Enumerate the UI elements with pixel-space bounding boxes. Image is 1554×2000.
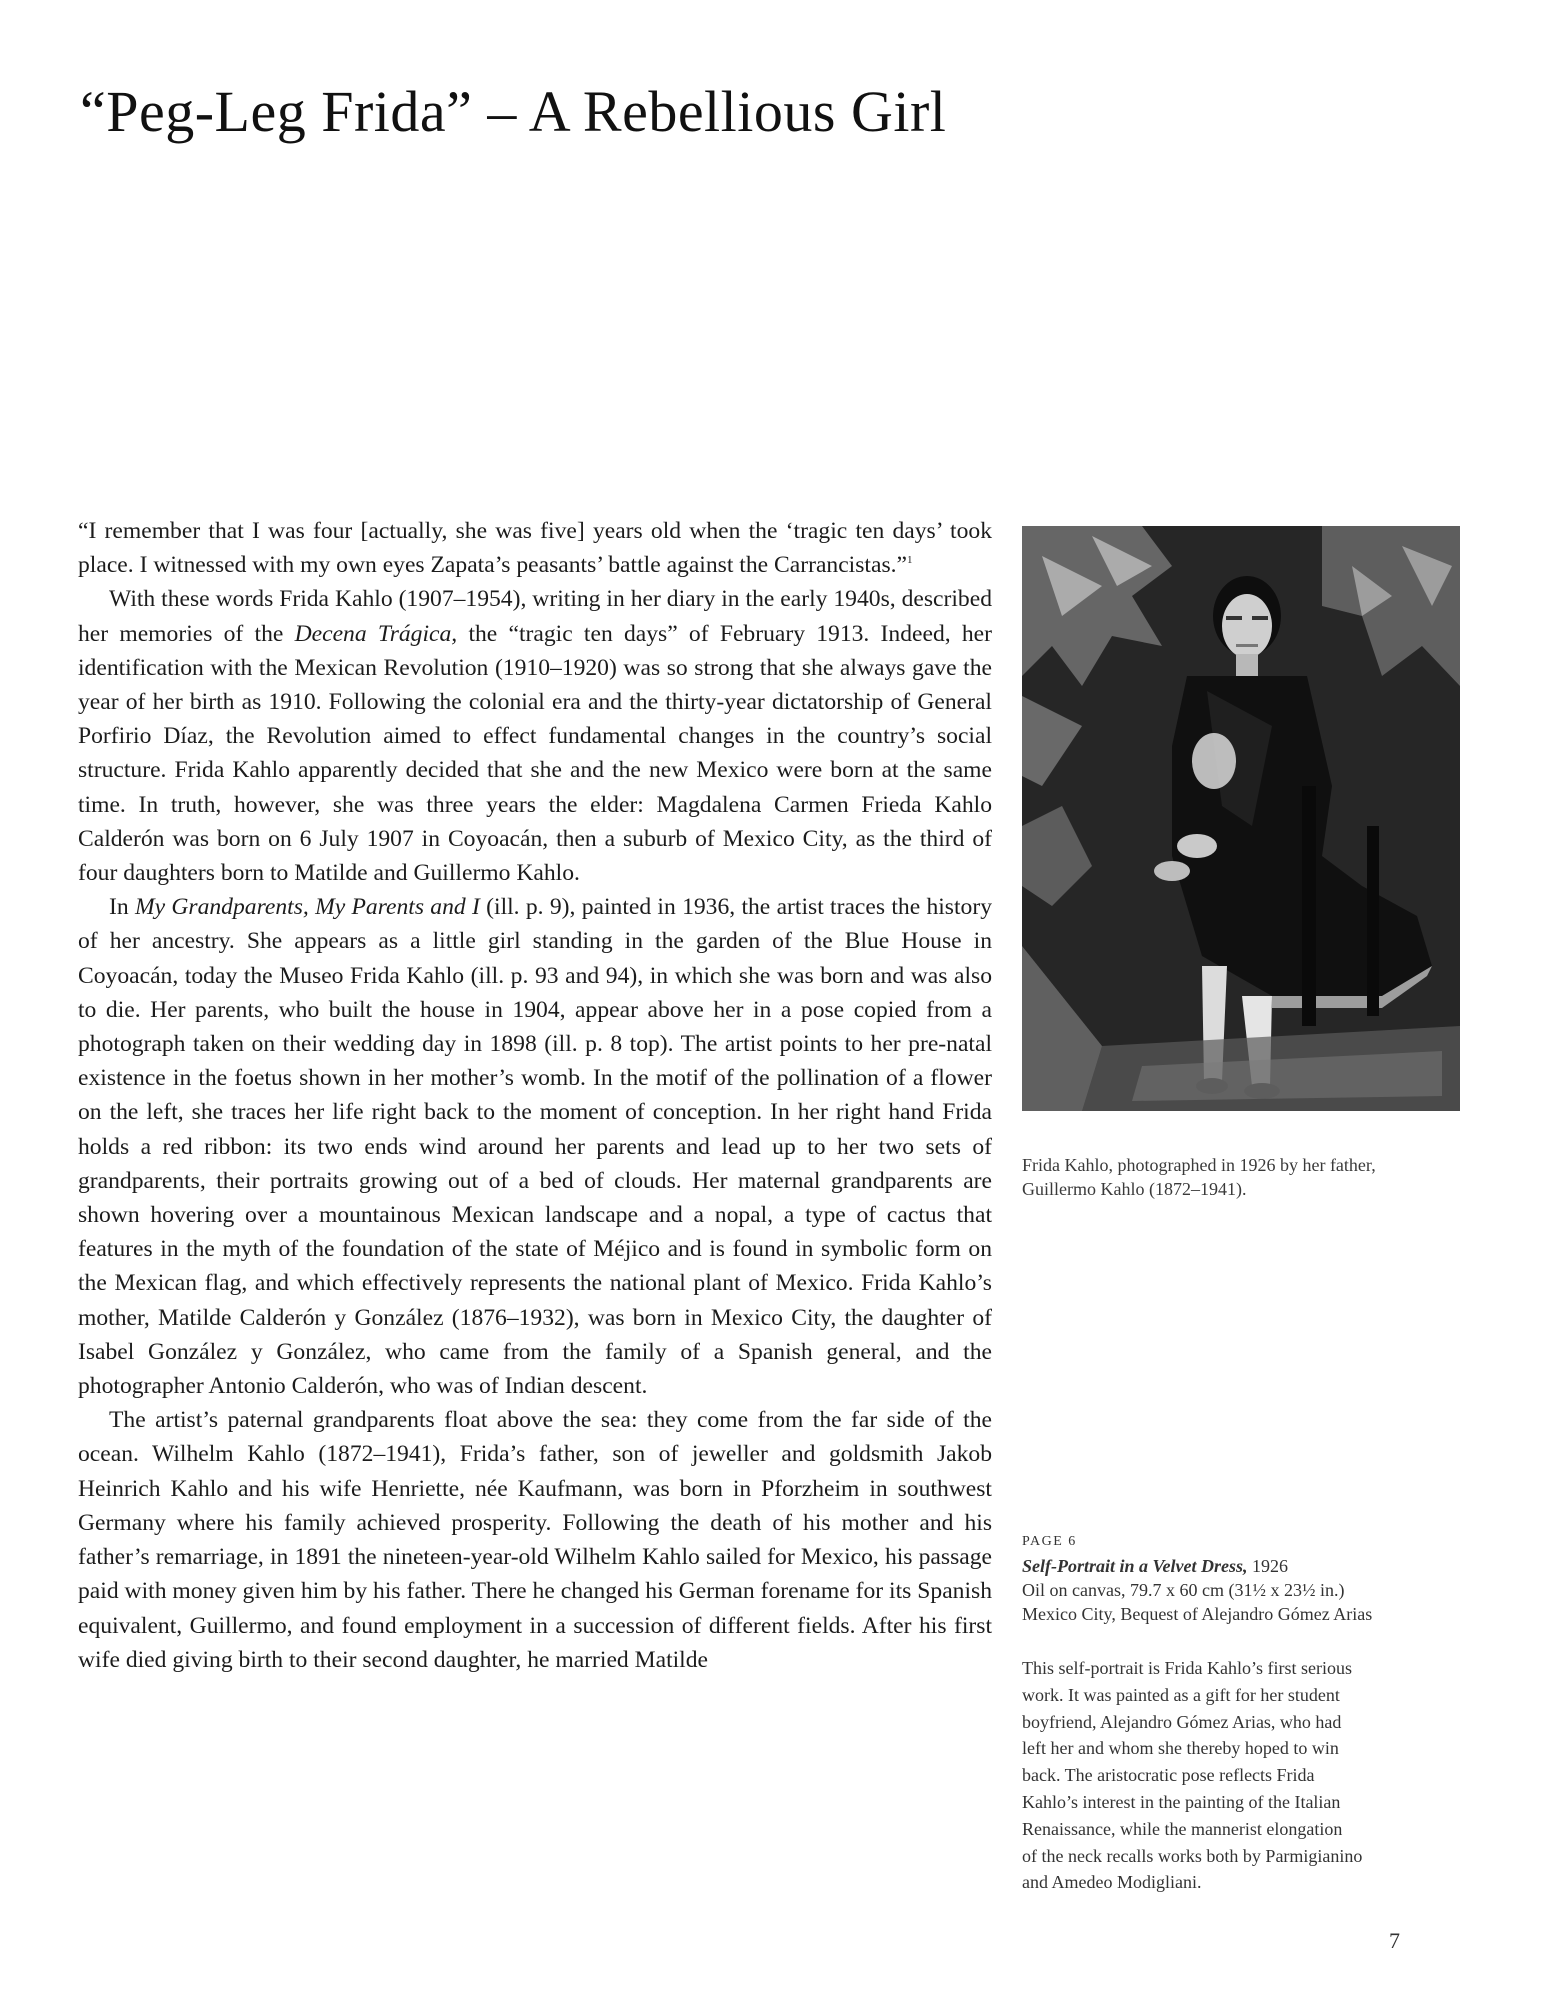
- italic-title: My Grandparents, My Parents and I: [134, 894, 480, 921]
- description-line: and Amedeo Modigliani.: [1022, 1872, 1202, 1893]
- quote-text: “I remember that I was four [actually, she was five] years old when the ‘tragic ten days’ took place. I witnessed with my own eyes Zapata’s peasants’ battle against the Carrancistas.”: [78, 518, 992, 579]
- description-line: This self-portrait is Frida Kahlo’s first serious: [1022, 1658, 1352, 1678]
- caption-line: Guillermo Kahlo (1872–1941).: [1022, 1179, 1247, 1199]
- text-run: With these words Frida Kahlo (1907–1954), writing in her diary in the early 1940s, described her memories of the: [78, 586, 992, 647]
- page-reference-label: PAGE 6: [1022, 1534, 1077, 1549]
- italic-title: Decena Trágica,: [294, 620, 458, 647]
- description-line: of the neck recalls works both by Parmigianino: [1022, 1845, 1363, 1866]
- page-title: “Peg-Leg Frida” – A Rebellious Girl: [80, 79, 947, 144]
- caption-line: Frida Kahlo, photographed in 1926 by her father,: [1022, 1155, 1376, 1175]
- description-line: back. The aristocratic pose reflects Frida: [1022, 1765, 1315, 1786]
- description-line: Kahlo’s interest in the painting of the Italian: [1022, 1791, 1341, 1812]
- description-line: left her and whom she thereby hoped to win: [1022, 1738, 1339, 1759]
- text-run: (ill. p. 9), painted in 1936, the artist traces the history of her ancestry. She appears as a little girl standing in the garden of the Blue House in Coyoacán, today the Museo Frida Kahlo (ill. p. 93 and 94), in which she was born and was also to die. Her parents, who built the house in 1904, appear above her in a pose copied from a photograph taken on their wedding day in 1898 (ill. p. 8 top). The artist points to her pre-natal existence in the foetus shown in her mother’s womb. In the motif of the pollination of a flower on the left, she traces her life right back to the moment of conception. In her right hand Frida holds a red ribbon: its two ends wind around her parents and lead up to her two sets of grandparents, their portraits growing out of a bed of clouds. Her maternal grandparents are shown hovering over a mountainous Mexican landscape and a nopal, a type of cactus that features in the myth of the foundation of the state of Méjico and is found in symbolic form on the Mexican flag, and which effectively represents the national plant of Mexico. Frida Kahlo’s mother, Matilde Calderón y González (1876–1932), was born in Mexico City, the daughter of Isabel González y González, who came from the family of a Spanish general, and the photographer Antonio Calderón, who was of Indian descent.: [78, 894, 992, 1400]
- description-line: work. It was painted as a gift for her student: [1022, 1684, 1340, 1705]
- paragraph: [78, 890, 992, 1403]
- artwork-caption: [1022, 1530, 1472, 1626]
- main-text-column: [78, 514, 992, 1677]
- footnote-marker: 1: [907, 554, 913, 567]
- artwork-location: Mexico City, Bequest of Alejandro Gómez Arias: [1022, 1604, 1373, 1624]
- portrait-photograph: [1022, 526, 1460, 1111]
- paragraph-quote: [78, 514, 992, 582]
- artwork-year: 1926: [1252, 1556, 1288, 1576]
- artwork-title-line: [1022, 1554, 1472, 1578]
- artwork-title: Self-Portrait in a Velvet Dress,: [1022, 1556, 1248, 1576]
- text-run: In: [109, 894, 135, 921]
- artwork-description: [1022, 1655, 1462, 1896]
- page-number: 7: [1389, 1928, 1400, 1953]
- photo-illustration: [1022, 526, 1460, 1111]
- description-line: boyfriend, Alejandro Gómez Arias, who had: [1022, 1711, 1342, 1732]
- description-line: Renaissance, while the mannerist elongation: [1022, 1818, 1343, 1839]
- paragraph: The artist’s paternal grandparents float above the sea: they come from the far side of the ocean. Wilhelm Kahlo (1872–1941), Frida’s father, son of jeweller and goldsmith Jakob Heinrich Kahlo and his wife Henriette, née Kaufmann, was born in Pforzheim in southwest Germany where his family achieved prosperity. Following the death of his mother and his father’s remarriage, in 1891 the nineteen-year-old Wilhelm Kahlo sailed for Mexico, his passage paid with money given him by his father. There he changed his German forename for its Spanish equivalent, Guillermo, and found employment in a succession of different fields. After his first wife died giving birth to their second daughter, he married Matilde: [78, 1407, 992, 1673]
- photo-caption: [1022, 1153, 1472, 1201]
- artwork-medium: Oil on canvas, 79.7 x 60 cm (31½ x 23½ in.): [1022, 1580, 1345, 1600]
- text-run: the “tragic ten days” of February 1913. Indeed, her identification with the Mexican Revolution (1910–1920) was so strong that she always gave the year of her birth as 1910. Following the colonial era and the thirty-year dictatorship of General Porfirio Díaz, the Revolution aimed to effect fundamental changes in the country’s social structure. Frida Kahlo apparently decided that she and the new Mexico were born at the same time. In truth, however, she was three years the elder: Magdalena Carmen Frieda Kahlo Calderón was born on 6 July 1907 in Coyoacán, then a suburb of Mexico City, as the third of four daughters born to Matilde and Guillermo Kahlo.: [78, 620, 992, 887]
- paragraph: [78, 582, 992, 890]
